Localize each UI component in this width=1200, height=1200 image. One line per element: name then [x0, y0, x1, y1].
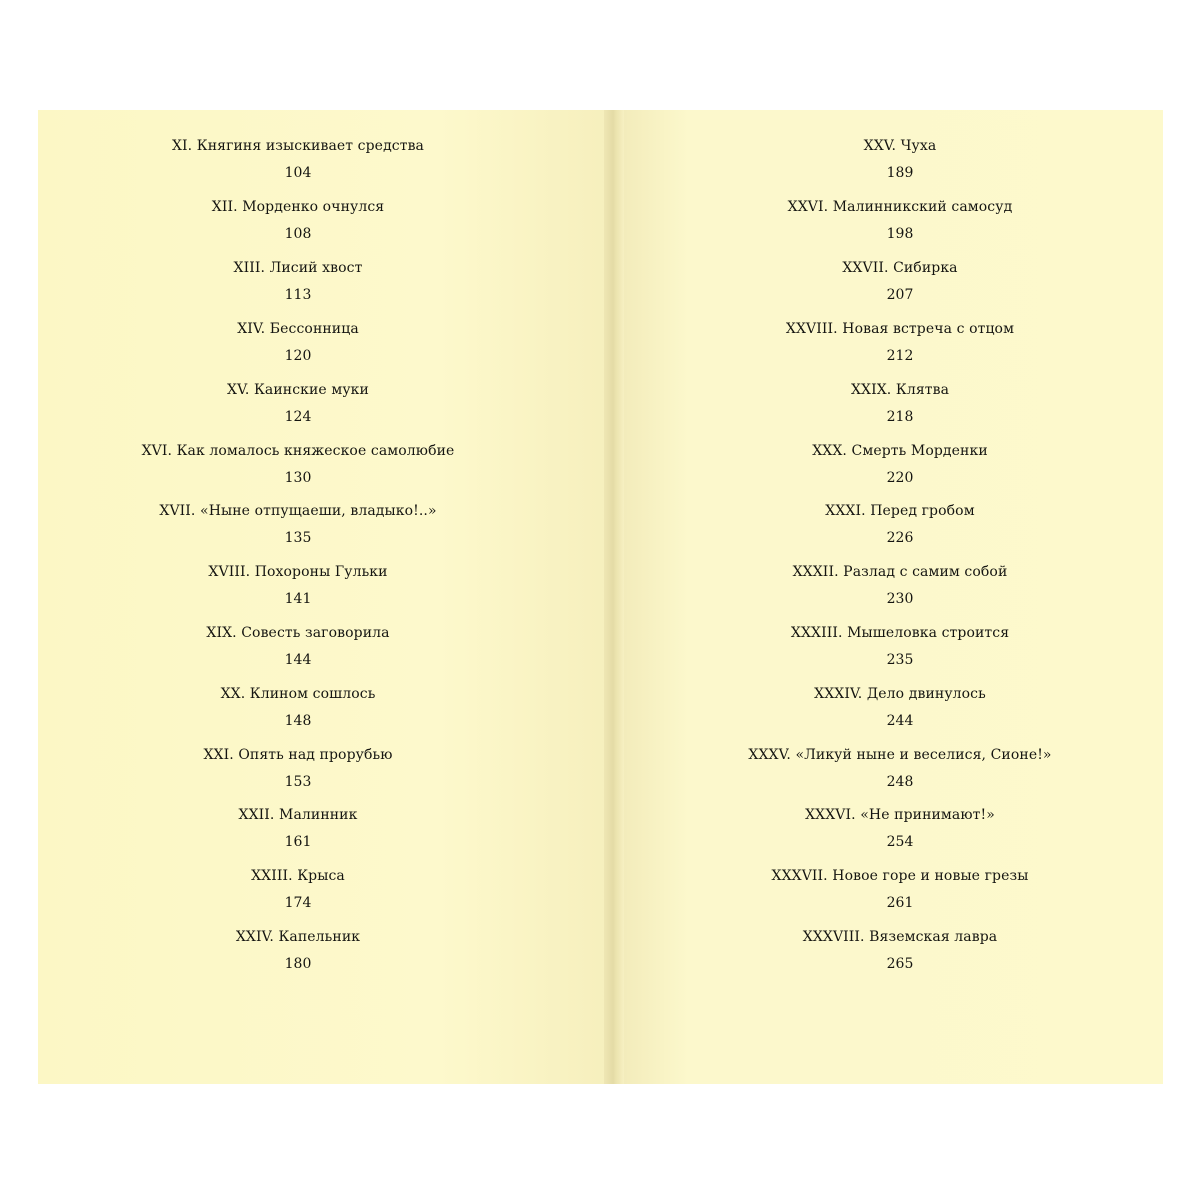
toc-entry-title: XIII. Лисий хвост — [233, 260, 363, 276]
toc-entry-page: 265 — [886, 956, 914, 972]
right-page — [624, 110, 1163, 1084]
toc-entry-page: 141 — [284, 591, 312, 607]
toc-entry-page: 220 — [886, 470, 914, 486]
toc-entry — [38, 867, 558, 912]
toc-entry-title: XXVIII. Новая встреча с отцом — [785, 321, 1015, 337]
toc-entry — [600, 746, 1200, 791]
toc-entry — [600, 624, 1200, 669]
toc-entry-title: XXXIV. Дело двинулось — [814, 686, 986, 702]
toc-entry-title: XXXIII. Мышеловка строится — [790, 625, 1010, 641]
toc-entry — [38, 928, 558, 973]
toc-entry-title: XXXI. Перед гробом — [825, 503, 975, 519]
toc-entry-title: XXVII. Сибирка — [842, 260, 958, 276]
toc-entry-title: XI. Княгиня изыскивает средства — [171, 138, 425, 154]
toc-entry-title: XXII. Малинник — [238, 807, 358, 823]
toc-entry-page: 113 — [284, 287, 312, 303]
toc-entry — [38, 381, 558, 426]
toc-entry-page: 108 — [284, 226, 312, 242]
toc-entry-page: 180 — [284, 956, 312, 972]
toc-entry-page: 261 — [886, 895, 914, 911]
toc-entry-title: XII. Морденко очнулся — [211, 199, 385, 215]
toc-entry-page: 153 — [284, 774, 312, 790]
toc-entry-title: XXVI. Малинникский самосуд — [787, 199, 1013, 215]
toc-entry-page: 104 — [284, 165, 312, 181]
toc-entry — [38, 624, 558, 669]
toc-entry-title: XVI. Как ломалось княжеское самолюбие — [141, 443, 455, 459]
toc-entry — [38, 563, 558, 608]
toc-entry-title: XXXVIII. Вяземская лавра — [802, 929, 998, 945]
toc-entry-title: XXXII. Разлад с самим собой — [792, 564, 1008, 580]
toc-entry-title: XXV. Чуха — [863, 138, 937, 154]
toc-entry-title: XXIX. Клятва — [850, 382, 950, 398]
toc-entry — [38, 198, 558, 243]
book-spread — [38, 110, 1163, 1084]
toc-entry — [38, 137, 558, 182]
toc-entry — [38, 502, 558, 547]
toc-entry-page: 207 — [886, 287, 914, 303]
toc-entry — [38, 746, 558, 791]
toc-entry-page: 174 — [284, 895, 312, 911]
toc-entry — [600, 563, 1200, 608]
toc-entry-title: XXXVII. Новое горе и новые грезы — [771, 868, 1029, 884]
toc-entry-page: 120 — [284, 348, 312, 364]
toc-entry — [600, 685, 1200, 730]
toc-entry-title: XX. Клином сошлось — [220, 686, 376, 702]
toc-entry-title: XXX. Смерть Морденки — [812, 443, 988, 459]
toc-entry-title: XXXVI. «Не принимают!» — [805, 807, 995, 823]
toc-entry — [600, 137, 1200, 182]
toc-entry-title: XIX. Совесть заговорила — [206, 625, 390, 641]
toc-entry-title: XIV. Бессонница — [237, 321, 359, 337]
toc-entry-page: 230 — [886, 591, 914, 607]
toc-entry-title: XXI. Опять над прорубью — [203, 747, 393, 763]
toc-entry — [600, 867, 1200, 912]
toc-entry — [38, 806, 558, 851]
toc-entry-page: 144 — [284, 652, 312, 668]
toc-entry-page: 218 — [886, 409, 914, 425]
toc-entry-page: 161 — [284, 834, 312, 850]
toc-entry-page: 130 — [284, 470, 312, 486]
toc-entry — [600, 502, 1200, 547]
toc-entry — [600, 259, 1200, 304]
toc-entry-page: 148 — [284, 713, 312, 729]
toc-entry-title: XXXV. «Ликуй ныне и веселися, Сионе!» — [748, 747, 1052, 763]
toc-entry — [600, 198, 1200, 243]
toc-entry — [38, 259, 558, 304]
toc-entry-title: XV. Каинские муки — [227, 382, 369, 398]
toc-entry-title: XXIII. Крыса — [251, 868, 345, 884]
toc-entry — [600, 381, 1200, 426]
toc-entry-page: 198 — [886, 226, 914, 242]
toc-entry — [600, 928, 1200, 973]
toc-entry-title: XXIV. Капельник — [235, 929, 361, 945]
toc-entry-page: 254 — [886, 834, 914, 850]
toc-entry-page: 235 — [886, 652, 914, 668]
toc-entry-page: 135 — [284, 530, 312, 546]
toc-entry — [600, 320, 1200, 365]
toc-entry — [38, 685, 558, 730]
toc-entry-page: 212 — [886, 348, 914, 364]
toc-entry-title: XVIII. Похороны Гульки — [208, 564, 388, 580]
toc-entry — [38, 320, 558, 365]
toc-entry-page: 189 — [886, 165, 914, 181]
toc-entry — [38, 442, 558, 487]
toc-entry-page: 248 — [886, 774, 914, 790]
toc-entry-page: 244 — [886, 713, 914, 729]
left-page — [38, 110, 610, 1084]
toc-entry-page: 124 — [284, 409, 312, 425]
toc-entry — [600, 806, 1200, 851]
toc-entry-page: 226 — [886, 530, 914, 546]
toc-entry-title: XVII. «Ныне отпущаеши, владыко!..» — [159, 503, 437, 519]
toc-entry — [600, 442, 1200, 487]
